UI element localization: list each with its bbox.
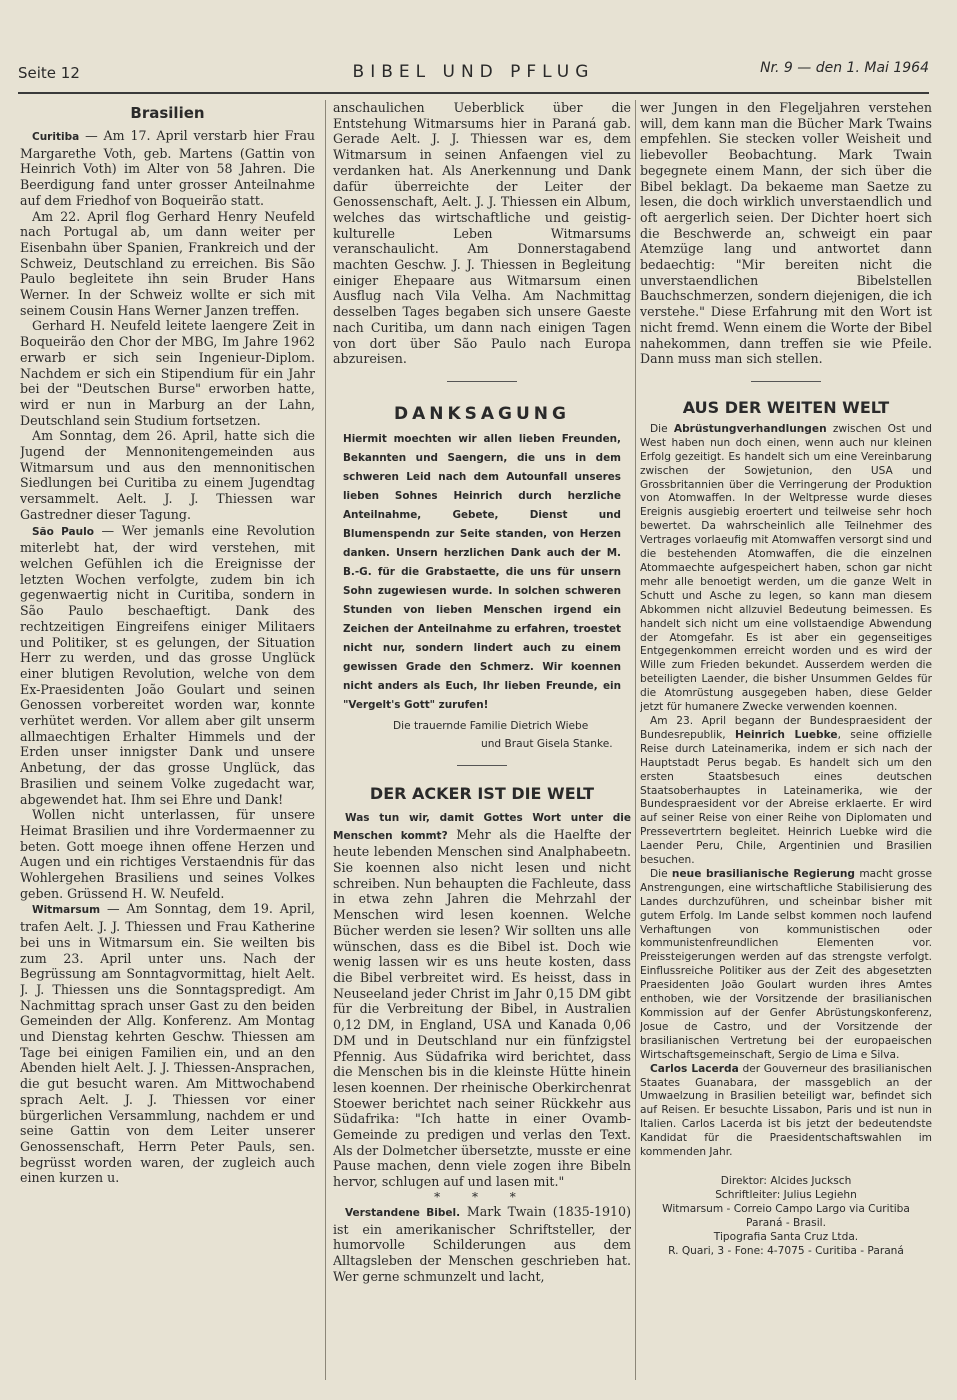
- paragraph-text: — Wer jemanls eine Revolution miterlebt hat, der wird verstehen, mit welchen Gefühlen ich die Ereignisse der letzten Wochen verfolgte, zudem bin ich gegenwaertig nicht in Curitiba, sondern in São Paulo beschaeftigt. Dank des rechtzeitigen Eingreifens einiger Militaers und Politiker, st es gelungen, der Situation Herr zu werden, und das grosse Unglück einer blutigen Revolution, welche von dem Ex-Praesidenten João Goulart und seinen Genossen vorbereitet worden war, konnte verhütet werden. Vor allem aber gilt unserm allmaechtigen Erhalter Himmels und der Erden unser innigster Dank und unsere Anbetung, der das grosse Unglück, das Brasilien und seinem Volke zugedacht war, abgewendet hat. Ihm sei Ehre und Dank!: [20, 522, 315, 807]
- article-paragraph: [333, 809, 631, 1190]
- dateline: Witmarsum: [32, 904, 101, 917]
- section-title-acker: DER ACKER IST DIE WELT: [369, 783, 595, 803]
- paragraph-text: Mehr als die Haelfte der heute lebenden Menschen sind Analphabeetn. Sie koennen also nicht lesen und nicht schreiben. Nun behaupten die Fachleute, dass in etwa zehn Jahren die Mehrzahl der Menschen wird lesen koennen. Welche Bücher werden sie lesen? Wir sollten uns alle wünschen, dass es die Bibel ist. Doch wie wenig lassen wir es uns heute kosten, dass die Bibel verbreitet wird. Es heisst, dass in Neuseeland jeder Christ im Jahr 0,15 DM gibt für die Verbreitung der Bibel, in Australien 0,12 DM, in England, USA und Kanada 0,06 DM und in Deutschland nur ein fünfzigstel Pfennig. Aus Südafrika wird berichtet, dass die Menschen bis in die kleinste Hütte hinein lesen koennen. Der rheinische Oberkirchenrat Stoewer berichtet nach seiner Rückkehr aus Südafrika: "Ich hatte in einer Ovamb-Gemeinde zu predigen und verlas den Text. Als der Dolmetcher übersetzte, musste er eine Pause machen, denn viele zogen ihre Bibeln hervor, schlugen auf und lasen mit.": [333, 826, 631, 1190]
- impressum-line: Paraná - Brasil.: [746, 1216, 826, 1229]
- paragraph-text: zwischen Ost und West haben nun doch einen, wenn auch nur kleinen Erfolg gezeitigt. Es handelt sich um eine Vereinbarung zwischen der Sowjetunion, den USA und Grossbritannien über die Verringerung der Produktion von Atomwaffen. In der Weltpresse wurde dieses Ereignis ausgiebig eroertert und teilweise sehr hoch bewertet. Da wahrscheinlich alle Teilnehmer des Vertrages vorlaeufig mit Atomwaffen versorgt sind und die bestehenden Atomwaffen, die die einzelnen Atommaechte aufgespeichert haben, schon gar nicht mehr alle benoetigt werden, um die ganze Welt in Schutt und Asche zu legen, so kann man diesem Abkommen nicht allzuviel Bedeutung beimessen. Es handelt sich nicht um eine vollstaendige Abwendung der Atomgefahr. Es ist aber ein gegenseitiges Entgegenkommen erreicht worden und es wird der Wille zum Frieden bekundet. Ausserdem werden die beteiligten Laender, die bisher Unsummen Geldes für die Atomrüstung ausgegeben haben, diese Gelder jetzt für humanere Zwecke verwenden koennen.: [640, 422, 932, 714]
- column-divider: [635, 100, 636, 1380]
- section-title-brasilien: Brasilien: [130, 104, 205, 122]
- paragraph-text: Mark Twain (1835-1910) ist ein amerikanischer Schriftsteller, der humorvolle Schilderungen aus dem Alltagsleben der Menschen geschrieben hat. Wer gerne schmunzelt und lacht,: [333, 1203, 631, 1284]
- paragraph-text: — Am Sonntag, dem 19. April, trafen Aelt. J. J. Thiessen und Frau Katherine bei uns in Witmarsum ein. Sie weilten bis zum 23. April unter uns. Nach der Begrüssung am Sonntagvormittag, hielt Aelt. J. J. Thiessen uns die Sonntagspredigt. Am Nachmittag sprach unser Gast zu den beiden Gemeinden der Allg. Konferenz. Am Montag und Dienstag kehrten Geschw. Thiessen am Tage bei einigen Familien ein, und an den Abenden hielt Aelt. J. J. Thiessen-Ansprachen, die gut besucht waren. Am Mittwochabend sprach Aelt. J. J. Thiessen vor einer bürgerlichen Versammlung, nachdem er und seine Gattin von dem Leiter unserer Genossenschaft, Herrn Peter Pauls, sen. begrüsst worden waren, der zugleich auch einen kurzen u.: [20, 901, 315, 1186]
- article-paragraph: [20, 523, 315, 808]
- signature-line: und Braut Gisela Stanke.: [481, 737, 613, 750]
- issue-date: Nr. 9 — den 1. Mai 1964: [760, 60, 929, 76]
- danksagung-signature: [393, 717, 621, 753]
- page-number: Seite 12: [18, 64, 80, 82]
- article-paragraph: [640, 868, 932, 1063]
- column-3: [640, 100, 932, 1386]
- separator-rule: [751, 381, 821, 382]
- lead-question: Was tun wir, damit Gottes Wort unter die Menschen kommt?: [333, 811, 631, 842]
- column-1: [20, 100, 315, 1386]
- page-header: [18, 58, 929, 94]
- signature-line: Die trauernde Familie Dietrich Wiebe: [393, 719, 589, 732]
- paragraph-text: macht grosse Anstrengungen, eine wirtschaftliche Stabilisierung des Landes durchzuführen, und scheinbar bisher mit gutem Erfolg. Im Lande selbst kommen noch laufend Verhaftungen von kommunistischen oder kommunistenfreundlichen Elementen vor. Preissteigerungen werden auf das strengste verfolgt. Einflussreiche Politiker aus der Zeit des abgesetzten Praesidenten João Goulart wurden ihres Amtes enthoben, wie der Vorsitzende der brasilianischen Kommission auf der Genfer Abrüstungskonferenz, Josue de Castro, und der Vorsitzende der brasilianischen Vertretung bei der europaeischen Wirtschaftsgemeinschaft, Sergio de Lima e Silva.: [640, 867, 932, 1061]
- article-paragraph: [333, 1204, 631, 1285]
- column-2: [333, 100, 631, 1386]
- impressum-line: Schriftleiter: Julius Legiehn: [715, 1188, 857, 1201]
- paragraph-text: der Gouverneur des brasilianischen Staates Guanabara, der massgeblich an der Umwaelzung in Brasilien beteiligt war, befindet sich auf Reisen. Er besuchte Lissabon, Paris und ist nun in Italien. Carlos Lacerda ist bis jetzt der bedeutendste Kandidat für die Praesidentschaftswahlen im kommenden Jahr.: [640, 1062, 932, 1159]
- subheading: Verstandene Bibel.: [345, 1206, 461, 1219]
- danksagung-text: Hiermit moechten wir allen lieben Freunden, Bekannten und Saengern, die uns in dem schweren Leid nach dem Autounfall unseres lieben Sohnes Heinrich durch herzliche Anteilnahme, Gebete, Dienst und Blumenspendn zur Seite standen, von Herzen danken. Unsern herzlichen Dank auch der M. B.-G. für die Grabstaette, die uns für unsern Sohn zugewiesen wurde. In solchen schweren Stunden von lieben Menschen irgend ein Zeichen der Anteilnahme zu erfahren, troestet nicht nur, sondern lindert auch zu einem gewissen Grade den Schmerz. Wir koennen nicht anders als Euch, Ihr lieben Freunde, ein "Vergelt's Gott" zurufen!: [343, 432, 621, 711]
- section-title-welt: AUS DER WEITEN WELT: [682, 397, 890, 417]
- impressum-line: Witmarsum - Correio Campo Largo via Curitiba: [662, 1202, 910, 1215]
- impressum-line: R. Quari, 3 - Fone: 4-7075 - Curitiba - Paraná: [668, 1244, 904, 1257]
- paragraph-text: , seine offizielle Reise durch Lateinamerika, indem er sich nach der Hauptstadt Perus begab. Es handelt sich um den ersten Staatsbesuch eines deutschen Staatsoberhauptes in Lateinamerika, wie der Bundespraesident vor der Abreise erklaerte. Er wird auf seiner Reise von einer Reihe von Diplomaten und Pressevertrtern begleitet. Heinrich Luebke wird die Laender Peru, Chile, Argentinien und Brasilien besuchen.: [640, 728, 932, 867]
- bold-term: Heinrich Luebke: [735, 728, 838, 741]
- bold-term: neue brasilianische Regierung: [671, 867, 856, 880]
- article-paragraph: [640, 1063, 932, 1160]
- article-paragraph: [20, 901, 315, 1186]
- paragraph-text: Die: [650, 422, 668, 435]
- separator-rule: [447, 381, 517, 382]
- masthead: BIBEL UND PFLUG: [352, 62, 595, 82]
- column-divider: [325, 100, 326, 1380]
- paragraph-text: Am 23. April begann der Bundespraesident der Bundesrepublik,: [640, 714, 932, 741]
- section-stars: * * *: [434, 1189, 530, 1204]
- paragraph-text: — Am 17. April verstarb hier Frau Margarethe Voth, geb. Martens (Gattin von Heinrich Voth) im Alter von 58 Jahren. Die Beerdigung fand unter grosser Anteilnahme auf dem Friedhof von Boqueirão statt.: [20, 128, 315, 208]
- article-paragraph: wer Jungen in den Flegeljahren verstehen will, dem kann man die Bücher Mark Twains empfehlen. Sie stecken voller Weisheit und liebevoller Beobachtung. Mark Twain begegnete einem Mann, der sich über die Bibel beklagt. Da bekaeme man Saetze zu lesen, die doch wirklich unverstaendlich und oft aergerlich seien. Der Dichter hoert sich die Beschwerde an, schweigt ein paar Atemzüge lang und antwortet dann bedaechtig: "Mir bereiten nicht die unverstaendlichen Bibelstellen Bauchschmerzen, sondern diejenigen, die ich verstehe." Diese Erfahrung mit den Wort ist nicht fremd. Wenn einem die Worte der Bibel nahekommen, dann treffen sie wie Pfeile. Dann muss man sich stellen.: [640, 100, 932, 367]
- separator-rule: [457, 765, 507, 766]
- paragraph-text: Die: [650, 867, 668, 880]
- article-paragraph: Wollen nicht unterlassen, für unsere Heimat Brasilien und ihre Vordermaenner zu beten. Gott moege ihnen offene Herzen und Augen und ein richtiges Verstaendnis für das Wohlergehen Brasiliens und seines Volkes geben. Grüssend H. W. Neufeld.: [20, 807, 315, 901]
- bold-term: Abrüstungverhandlungen: [673, 422, 827, 435]
- bold-term: Carlos Lacerda: [650, 1062, 739, 1075]
- article-paragraph: Am Sonntag, dem 26. April, hatte sich die Jugend der Mennonitengemeinden aus Witmarsum und aus den mennonitischen Siedlungen bei Curitiba zu einem Jugendtag versammelt. Aelt. J. J. Thiessen war Gastredner dieser Tagung.: [20, 428, 315, 522]
- article-paragraph: [640, 715, 932, 868]
- impressum-line: Direktor: Alcides Jucksch: [720, 1174, 852, 1187]
- article-paragraph: Gerhard H. Neufeld leitete laengere Zeit in Boqueirão den Chor der MBG, Im Jahre 1962 erwarb er sich sein Ingenieur-Diplom. Nachdem er sich ein Stipendium für ein Jahr bei der "Deutschen Burse" erworben hatte, wird er nun in Marburg an der Lahn, Deutschland sein Studium fortsetzen.: [20, 318, 315, 428]
- dateline: São Paulo: [32, 525, 94, 538]
- article-paragraph: anschaulichen Ueberblick über die Entstehung Witmarsums hier in Paraná gab. Gerade Aelt. J. J. Thiessen war es, dem Witmarsum in seinen Anfaengen viel zu verdanken hat. Als Anerkennung und Dank dafür überreichte der Leiter der Genossenschaft, Aelt. J. J. Thiessen ein Album, welches das wirtschaftliche und geistig-kulturelle Leben Witmarsums veranschaulicht. Am Donnerstagabend machten Geschw. J. J. Thiessen in Begleitung einiger Ehepaare aus Witmarsum einen Ausflug nach Vila Velha. Am Nachmittag desselben Tages begaben sich unsere Gaeste nach Curitiba, um dann nach einigen Tagen von dort über São Paulo nach Europa abzureisen.: [333, 100, 631, 367]
- impressum: [640, 1174, 932, 1258]
- section-title-danksagung: DANKSAGUNG: [393, 403, 570, 424]
- article-paragraph: [20, 128, 315, 209]
- impressum-line: Tipografia Santa Cruz Ltda.: [713, 1230, 859, 1243]
- article-paragraph: [640, 423, 932, 715]
- article-paragraph: Am 22. April flog Gerhard Henry Neufeld nach Portugal ab, um dann weiter per Eisenbahn über Spanien, Frankreich und der Schweiz, Deutschland zu erreichen. Bis São Paulo begleitete ihn sein Bruder Hans Werner. In der Schweiz wollte er sich mit seinem Cousin Hans Werner Janzen treffen.: [20, 208, 315, 318]
- dateline: Curitiba: [32, 131, 80, 143]
